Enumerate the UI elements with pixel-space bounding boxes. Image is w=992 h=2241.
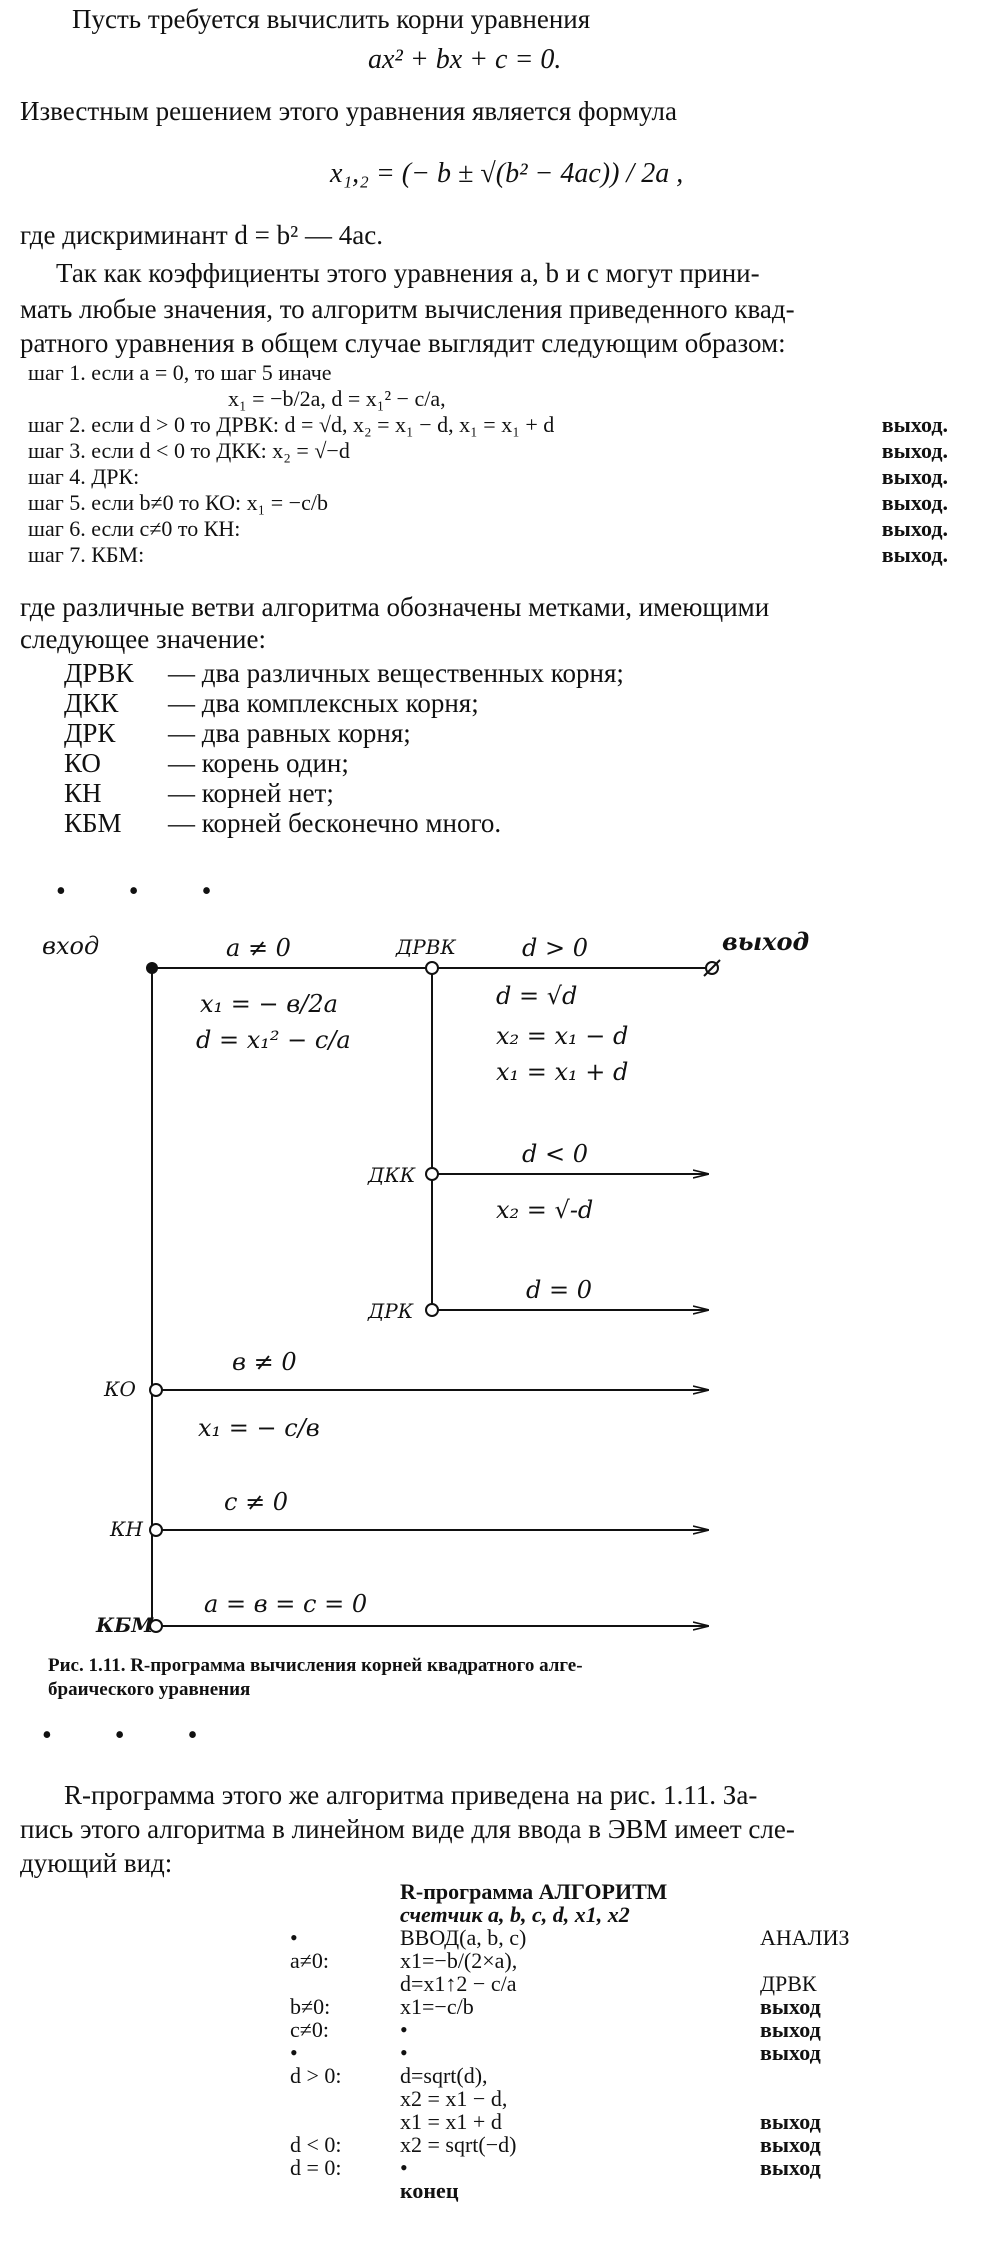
kn-node: [150, 1524, 162, 1536]
program-action: •: [400, 2040, 408, 2065]
program-next: выход: [760, 2132, 821, 2157]
page: Пусть требуется вычислить корни уравнения ax² + bx + c = 0. Известным решением этого уравнения является формула x₁,₂ = (− b ± √(b² − 4ac)) / 2a , где дискриминант d = b² — 4ac. Так как коэффициенты этого уравнения a, b и c могут прини- мать любые значения, то алгоритм вычисления приведенного квад- ратного уравнения в общем случае выглядит следующим образом: шаг 1. если a = 0, то шаг 5 иначе x₁ = −b/2a, d = x₁² − c/a, шаг 2. если d > 0 то ДРВК: d = √d, x₂ = x₁ − d, x₁ = x₁ + d выход. шаг 3. если d < 0 то ДКК: x₂ = √−d выход. шаг 4. ДРК: выход. шаг 5. если b≠0 то КО: x₁ = −c/b выход. шаг 6. если c≠0 то КН: выход. шаг 7. КБМ: выход. где различные ветви алгоритма обозначены метками, имеющими следующее значение: ДРВК — два различных вещественных корня; ДКК — два комплексных корня; ДРК — два равных корня; КО — корень один; КН — корней нет; КБМ — корней бесконечно много. • • • вход выход a ≠ 0 x₁ = − в/2a d = x₁² − c/a ДРВК d > 0 d = √d x₂ = x₁ − d x₁ = x₁ + d ДКК d < 0 x₂ = √-d ДРК d = 0 КО в ≠ 0 x₁ = − c/в КН c ≠ 0 КБМ a = в = c = 0 Рис. 1.11. R-программа вычисления корней квадратного алге- браического уравнения • • • R-программа этого же алгоритма приведена на рис. 1.11. За- пись этого алгоритма в линейном виде для ввода в ЭВМ имеет сле- дующий вид: R-программа АЛГОРИТМ счетчик a, b, c, d, x1, x2 • ВВОД(a, b, c) АНАЛИЗ a≠0: x1=−b/(2×a), d=x1↑2 − c/a ДРВК b≠0: x1=−c/b выход c≠0: • выход • • выход d > 0: d=sqrt(d), x2 = x1 − d, x1 = x1 + d выход d < 0: x2 = sqrt(−d) выход d = 0: • выход конец: [0, 0, 992, 2241]
program-header1: R-программа АЛГОРИТМ: [400, 1879, 668, 1904]
after-line2: пись этого алгоритма в линейном виде для ввода в ЭВМ имеет сле-: [20, 1814, 795, 1844]
drvk-label: ДРВК: [396, 935, 456, 959]
kn-label: КН: [110, 1517, 143, 1541]
step-row: шаг 3. если d < 0 то ДКК: x₂ = √−d выход.: [28, 438, 948, 463]
calc2-label: d = x₁² − c/a: [196, 1026, 351, 1054]
d-lt-0-label: d < 0: [522, 1140, 588, 1168]
program-cond: c≠0:: [290, 2017, 329, 2042]
program-action: d=x1↑2 − c/a: [400, 1971, 517, 1996]
program-action: ВВОД(a, b, c): [400, 1925, 527, 1950]
program-cond: b≠0:: [290, 1994, 331, 2019]
program-header2: счетчик a, b, c, d, x1, x2: [400, 1902, 630, 1927]
equation: ax² + bx + c = 0.: [368, 44, 562, 75]
program-action: x1=−b/(2×a),: [400, 1948, 518, 1973]
root-formula: x₁,₂ = (− b ± √(b² − 4ac)) / 2a ,: [330, 158, 684, 189]
program-action: x1 = x1 + d: [400, 2109, 502, 2134]
program-next: АНАЛИЗ: [760, 1925, 850, 1950]
ellipsis-dots: • • •: [56, 876, 240, 907]
dkk-label: ДКК: [368, 1163, 416, 1187]
para-line1: Так как коэффициенты этого уравнения a, b и c могут прини-: [56, 258, 760, 288]
program-cond: a≠0:: [290, 1948, 329, 1973]
exit-label: выход: [722, 927, 810, 956]
program-next: выход: [760, 2109, 821, 2134]
branches-text2: следующее значение:: [20, 624, 266, 654]
intro-line1: Пусть требуется вычислить корни уравнения: [72, 4, 591, 34]
algorithm-steps: [28, 360, 948, 568]
ellipsis-dots-2: • • •: [42, 1720, 226, 1751]
para-line2: мать любые значения, то алгоритм вычисления приведенного квад-: [20, 294, 795, 324]
sqrt-d-label: d = √d: [496, 982, 578, 1010]
c-ne-0-label: c ≠ 0: [224, 1488, 289, 1516]
program-next: ДРВК: [760, 1971, 817, 1996]
program-next: выход: [760, 2155, 821, 2180]
branches-text1: где различные ветви алгоритма обозначены метками, имеющими: [20, 592, 770, 622]
x1-calc-label: x₁ = x₁ + d: [496, 1058, 629, 1086]
program-action: конец: [400, 2178, 459, 2203]
calc1-label: x₁ = − в/2a: [200, 990, 338, 1018]
abc-zero-label: a = в = c = 0: [204, 1590, 368, 1618]
entry-label: вход: [42, 932, 100, 960]
step-row: шаг 2. если d > 0 то ДРВК: d = √d, x₂ = x₁ − d, x₁ = x₁ + d выход.: [28, 412, 948, 437]
program-next: выход: [760, 2040, 821, 2065]
step-row: x₁ = −b/2a, d = x₁² − c/a,: [228, 386, 446, 411]
program-cond: d = 0:: [290, 2155, 342, 2180]
x2-sqrt-label: x₂ = √-d: [496, 1196, 594, 1224]
step-row: шаг 4. ДРК: выход.: [28, 464, 948, 489]
drk-node: [426, 1304, 438, 1316]
drvk-node: [426, 962, 438, 974]
kbm-label: КБМ: [96, 1613, 154, 1637]
program-cond: •: [290, 1925, 298, 1950]
program-action: •: [400, 2155, 408, 2180]
step-row: шаг 5. если b≠0 то КО: x₁ = −c/b выход.: [28, 490, 948, 515]
dkk-node: [426, 1168, 438, 1180]
program-action: •: [400, 2017, 408, 2042]
program-cond: d > 0:: [290, 2063, 342, 2088]
x2-calc-label: x₂ = x₁ − d: [496, 1022, 629, 1050]
step-row: шаг 6. если c≠0 то КН: выход.: [28, 516, 948, 541]
b-ne-0-label: в ≠ 0: [232, 1348, 297, 1376]
program-next: выход: [760, 1994, 821, 2019]
program-action: x2 = x1 − d,: [400, 2086, 508, 2111]
program-next: выход: [760, 2017, 821, 2042]
entry-node: [146, 962, 158, 974]
program-action: d=sqrt(d),: [400, 2063, 488, 2088]
program-cond: d < 0:: [290, 2132, 342, 2157]
figure-caption: Рис. 1.11. R-программа вычисления корней квадратного алге- браического уравнения: [48, 1655, 583, 1700]
program-cond: •: [290, 2040, 298, 2065]
program-action: x2 = sqrt(−d): [400, 2132, 517, 2157]
step-row: шаг 7. КБМ: выход.: [28, 542, 948, 567]
d-gt-0-label: d > 0: [522, 934, 588, 962]
r-program-diagram: [0, 900, 992, 1640]
drk-label: ДРК: [368, 1299, 414, 1323]
intro-line2: Известным решением этого уравнения является формула: [20, 96, 677, 126]
x1-ko-label: x₁ = − c/в: [198, 1414, 320, 1442]
program-action: x1=−c/b: [400, 1994, 474, 2019]
a-ne-0-label: a ≠ 0: [226, 934, 291, 962]
discriminant-line: где дискриминант d = b² — 4ac.: [20, 220, 383, 250]
step-row: шаг 1. если a = 0, то шаг 5 иначе: [28, 360, 332, 385]
after-line1: R-программа этого же алгоритма приведена на рис. 1.11. За-: [64, 1780, 758, 1810]
d-eq-0-label: d = 0: [526, 1276, 592, 1304]
ko-label: КО: [104, 1377, 136, 1401]
para-line3: ратного уравнения в общем случае выглядит следующим образом:: [20, 328, 786, 358]
after-line3: дующий вид:: [20, 1848, 173, 1878]
ko-node: [150, 1384, 162, 1396]
